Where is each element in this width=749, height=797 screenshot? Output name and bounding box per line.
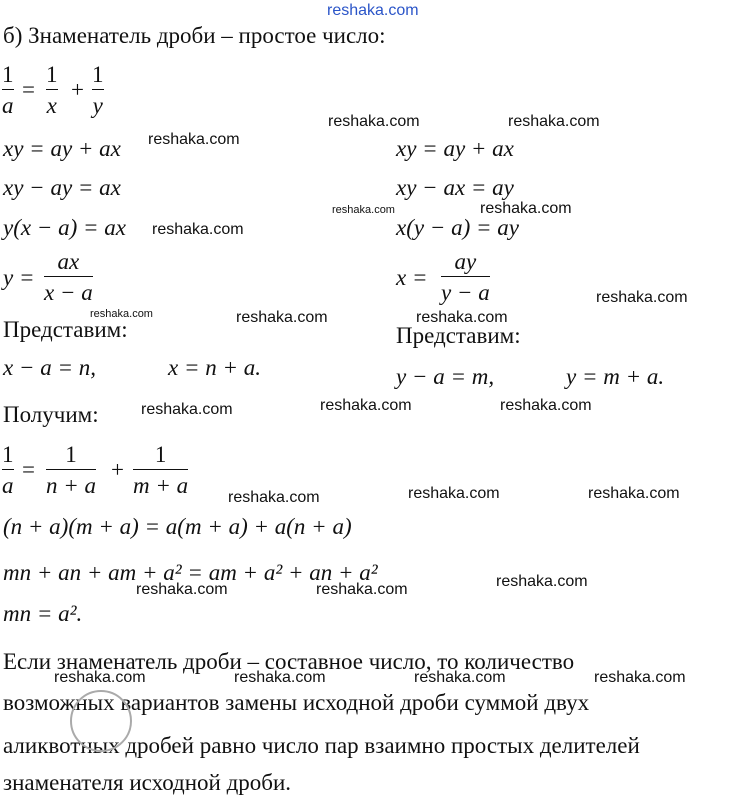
- right-sub-1: y − a = m,: [396, 364, 495, 389]
- fraction: 1 a: [2, 62, 14, 118]
- watermark: reshaka.com: [234, 669, 326, 686]
- fraction: 1 n + a: [46, 442, 97, 498]
- watermark: reshaka.com: [320, 397, 412, 414]
- watermark: reshaka.com: [500, 397, 592, 414]
- watermark-top: reshaka.com: [327, 2, 419, 19]
- watermark: reshaka.com: [152, 221, 244, 238]
- watermark: reshaka.com: [594, 669, 686, 686]
- conclusion-line-1: Если знаменатель дроби – составное число, то количество: [3, 649, 575, 674]
- right-represent: Представим:: [396, 323, 521, 348]
- watermark: reshaka.com: [408, 485, 500, 502]
- right-sub-2: y = m + a.: [566, 364, 665, 389]
- section-header: б) Знаменатель дроби – простое число:: [3, 23, 386, 48]
- right-line-4-lhs: x =: [396, 265, 428, 290]
- plus-sign: +: [71, 77, 84, 102]
- conclusion-line-4: знаменателя исходной дроби.: [3, 770, 292, 795]
- left-sub-1: x − a = n,: [3, 355, 96, 380]
- equals-sign: =: [22, 77, 35, 102]
- watermark: reshaka.com: [414, 669, 506, 686]
- watermark: reshaka.com: [508, 113, 600, 130]
- fraction: 1 m + a: [133, 442, 189, 498]
- fraction: 1 y: [92, 62, 104, 118]
- equation-simplified: mn + an + am + a² = am + a² + an + a²: [3, 560, 378, 585]
- watermark: reshaka.com: [316, 581, 408, 598]
- equation-result: mn = a².: [3, 601, 83, 626]
- watermark: reshaka.com: [228, 489, 320, 506]
- right-line-2: xy − ax = ay: [396, 175, 514, 200]
- left-line-2: xy − ay = ax: [3, 175, 121, 200]
- watermark: reshaka.com: [236, 309, 328, 326]
- fraction: 1 a: [2, 442, 14, 498]
- right-line-1: xy = ay + ax: [396, 136, 514, 161]
- equals-sign: =: [22, 457, 35, 482]
- left-line-4-lhs: y =: [3, 265, 35, 290]
- watermark: reshaka.com: [90, 308, 153, 320]
- watermark: reshaka.com: [496, 573, 588, 590]
- watermark: reshaka.com: [148, 131, 240, 148]
- right-fraction: ay y − a: [441, 249, 490, 305]
- watermark: reshaka.com: [416, 309, 508, 326]
- watermark: reshaka.com: [136, 581, 228, 598]
- watermark: reshaka.com: [141, 401, 233, 418]
- conclusion-line-3: аликвотных дробей равно число пар взаимно простых делителей: [3, 733, 640, 758]
- equation-expanded: (n + a)(m + a) = a(m + a) + a(n + a): [3, 514, 352, 539]
- copyright-watermark-icon: [70, 690, 132, 752]
- conclusion-line-2: возможных вариантов замены исходной дроби суммой двух: [3, 690, 590, 715]
- watermark: reshaka.com: [596, 289, 688, 306]
- plus-sign: +: [111, 457, 124, 482]
- watermark: reshaka.com: [328, 113, 420, 130]
- watermark: reshaka.com: [588, 485, 680, 502]
- left-fraction: ax x − a: [44, 249, 93, 305]
- fraction: 1 x: [46, 62, 58, 118]
- watermark: reshaka.com: [332, 204, 395, 216]
- right-line-3: x(y − a) = ay: [396, 215, 519, 240]
- left-line-3: y(x − a) = ax: [3, 215, 126, 240]
- left-line-1: xy = ay + ax: [3, 136, 121, 161]
- watermark: reshaka.com: [54, 669, 146, 686]
- left-sub-2: x = n + a.: [168, 355, 261, 380]
- get-label: Получим:: [3, 402, 99, 427]
- watermark: reshaka.com: [480, 200, 572, 217]
- left-represent: Представим:: [3, 317, 128, 342]
